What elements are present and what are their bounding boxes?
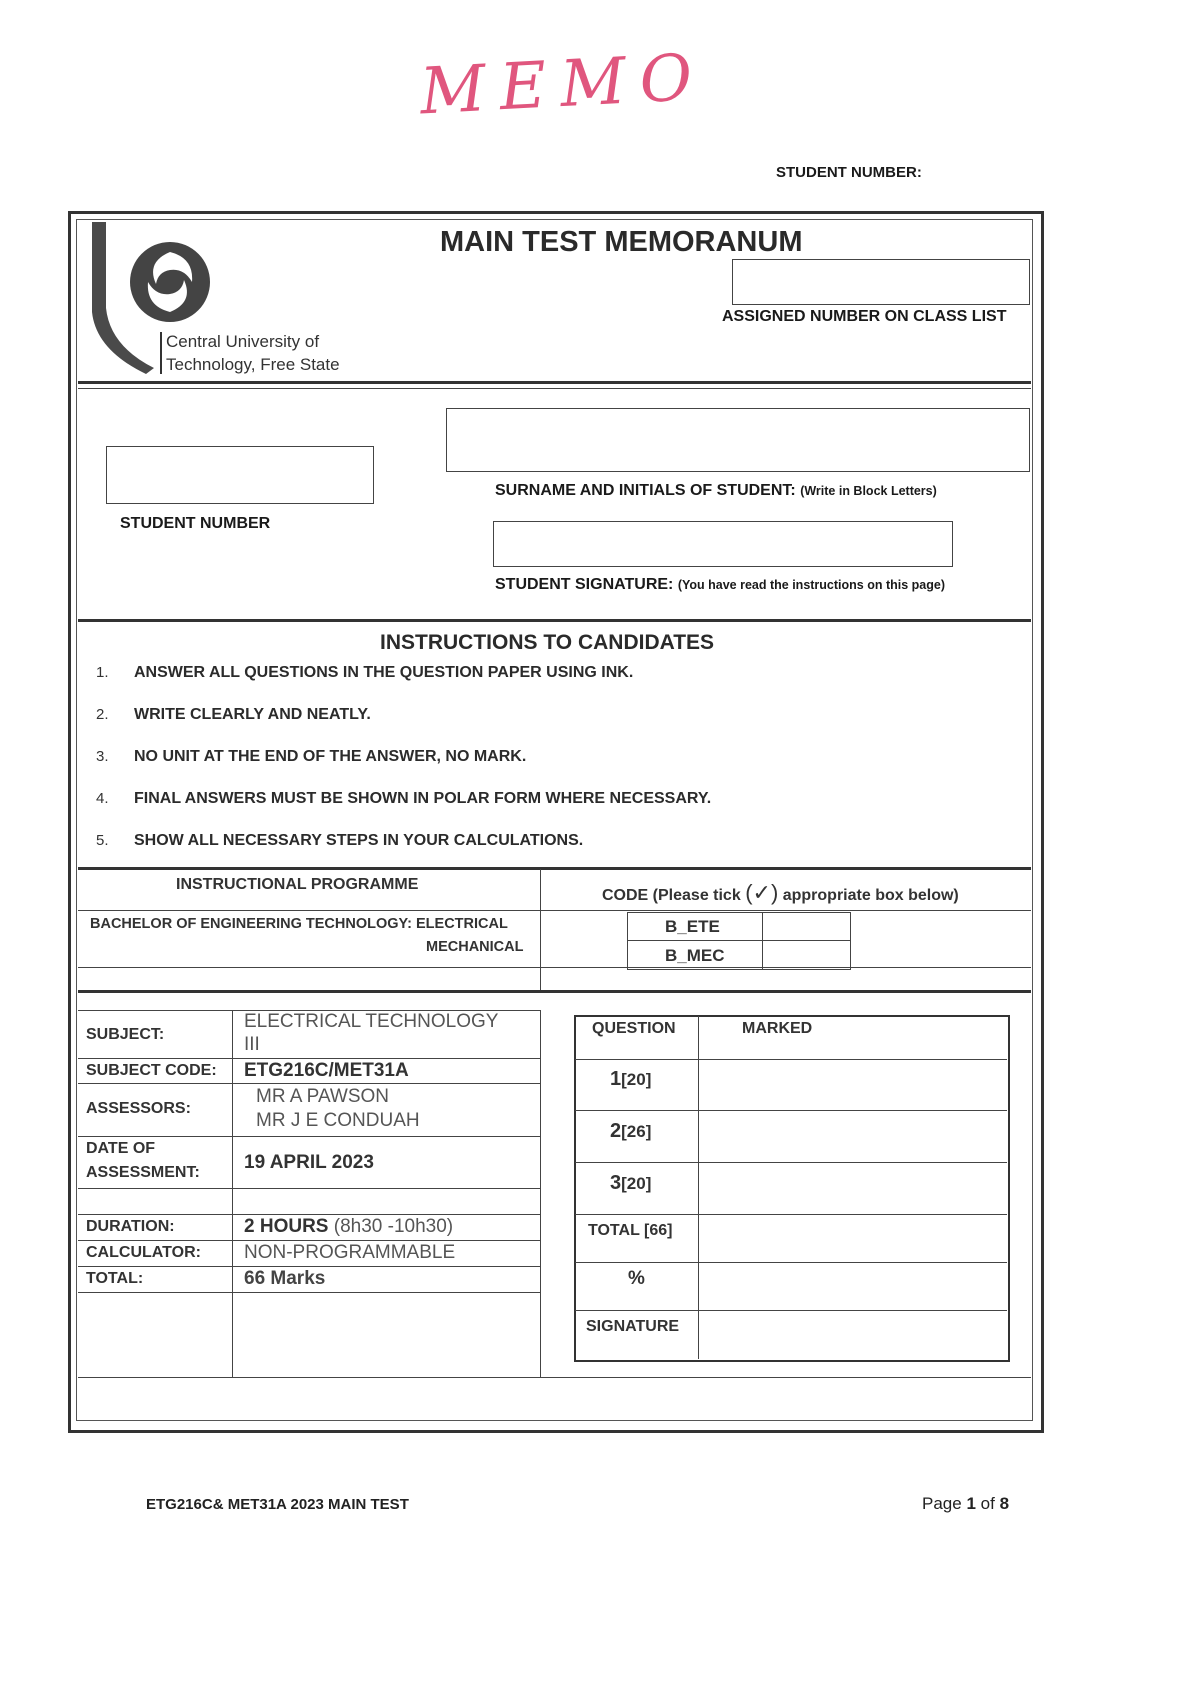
details-row-line — [78, 1292, 540, 1293]
marks-row-line — [575, 1059, 1007, 1060]
student-block-top — [78, 388, 1031, 389]
details-right-border — [540, 1010, 541, 1377]
marked-cell-q3[interactable] — [700, 1164, 1005, 1213]
programme-line1: BACHELOR OF ENGINEERING TECHNOLOGY: ELECTRICAL — [90, 916, 508, 932]
subject-value-line1: ELECTRICAL TECHNOLOGY — [244, 1011, 499, 1032]
signature-field[interactable] — [493, 521, 953, 567]
assessor-2: MR J E CONDUAH — [256, 1110, 420, 1131]
tick-symbol: (✓) — [745, 880, 779, 905]
university-name-line1: Central University of — [166, 332, 320, 351]
duration-hours: 2 HOURS — [244, 1216, 329, 1237]
date-label-line2: ASSESSMENT: — [86, 1164, 200, 1181]
details-bottom-line — [78, 1377, 1031, 1378]
marked-cell-q1[interactable] — [700, 1061, 1005, 1109]
signature-label-row — [495, 576, 945, 594]
instruction-number: 3. — [96, 748, 109, 765]
instruction-number: 4. — [96, 790, 109, 807]
calculator-value: NON-PROGRAMMABLE — [244, 1242, 456, 1263]
programme-header-left: INSTRUCTIONAL PROGRAMME — [176, 876, 419, 893]
marks-row-line — [575, 1262, 1007, 1263]
footer-left: ETG216C& MET31A 2023 MAIN TEST — [146, 1496, 409, 1513]
duration-value — [244, 1216, 453, 1238]
marks-row-line — [575, 1310, 1007, 1311]
subject-code-label: SUBJECT CODE: — [86, 1062, 217, 1079]
duration-label: DURATION: — [86, 1218, 175, 1235]
page-of: of — [980, 1494, 995, 1513]
header-divider — [78, 381, 1031, 384]
date-label-line1: DATE OF — [86, 1140, 156, 1157]
instructions-title: INSTRUCTIONS TO CANDIDATES — [380, 631, 715, 654]
marked-header: MARKED — [742, 1020, 813, 1037]
assessor-1: MR A PAWSON — [256, 1086, 390, 1107]
details-row-line — [78, 1266, 540, 1267]
programme-header-right — [602, 880, 959, 906]
surname-label-row — [495, 482, 937, 500]
programme-divider — [78, 867, 1031, 870]
surname-field[interactable] — [446, 408, 1030, 472]
details-column-divider — [232, 1010, 233, 1377]
subject-value-line2: III — [244, 1034, 260, 1055]
top-student-number-label: STUDENT NUMBER: — [776, 164, 922, 181]
question-number: 2 — [610, 1120, 622, 1142]
programme-column-divider — [540, 869, 541, 990]
code-header-text: CODE (Please tick — [602, 887, 741, 904]
memo-stamp: MEMO — [418, 40, 708, 130]
question-number: 3 — [610, 1172, 622, 1194]
details-row-line — [78, 1188, 540, 1189]
question-row-1 — [610, 1068, 651, 1091]
page-number: 1 — [966, 1494, 976, 1513]
question-row-3 — [610, 1172, 651, 1195]
page-indicator — [922, 1494, 1009, 1514]
question-marks: [20] — [621, 1174, 652, 1193]
subject-label: SUBJECT: — [86, 1026, 165, 1043]
total-label: TOTAL: — [86, 1270, 144, 1287]
signature-hint: (You have read the instructions on this page) — [677, 578, 945, 592]
instruction-text: WRITE CLEARLY AND NEATLY. — [134, 706, 371, 723]
instruction-text: NO UNIT AT THE END OF THE ANSWER, NO MARK. — [134, 748, 527, 765]
marks-signature-label: SIGNATURE — [586, 1318, 680, 1335]
instruction-number: 5. — [96, 832, 109, 849]
marks-row-line — [575, 1110, 1007, 1111]
marked-cell-total[interactable] — [700, 1216, 1005, 1261]
details-row-line — [78, 1214, 540, 1215]
instruction-text: ANSWER ALL QUESTIONS IN THE QUESTION PAPER USING INK. — [134, 664, 634, 681]
code-b-ete: B_ETE — [665, 917, 720, 936]
page-label: Page — [922, 1494, 962, 1513]
code-header-text-post: appropriate box below) — [782, 887, 959, 904]
programme-line2: MECHANICAL — [426, 939, 524, 955]
tick-box-b-ete[interactable] — [765, 914, 847, 939]
question-marks: [20] — [621, 1070, 652, 1089]
assigned-number-field[interactable] — [732, 259, 1030, 305]
tick-box-b-mec[interactable] — [765, 942, 847, 967]
signature-label: STUDENT SIGNATURE: — [495, 576, 674, 593]
programme-bottom-line — [78, 990, 1031, 993]
student-number-label: STUDENT NUMBER — [120, 515, 271, 532]
marks-total-label: TOTAL [66] — [588, 1222, 673, 1239]
marked-cell-q2[interactable] — [700, 1112, 1005, 1161]
code-b-mec: B_MEC — [665, 946, 725, 965]
instruction-text: FINAL ANSWERS MUST BE SHOWN IN POLAR FORM WHERE NECESSARY. — [134, 790, 712, 807]
marked-cell-signature[interactable] — [700, 1312, 1005, 1357]
total-value: 66 Marks — [244, 1268, 326, 1289]
marks-column-divider — [698, 1016, 699, 1359]
details-row-line — [78, 1240, 540, 1241]
assessors-label: ASSESSORS: — [86, 1100, 191, 1117]
assigned-number-label: ASSIGNED NUMBER ON CLASS LIST — [722, 308, 1007, 325]
duration-times: (8h30 -10h30) — [333, 1216, 454, 1237]
surname-hint: (Write in Block Letters) — [800, 484, 937, 498]
marks-percent-label: % — [628, 1268, 645, 1289]
marks-row-line — [575, 1162, 1007, 1163]
question-row-2 — [610, 1120, 651, 1143]
question-number: 1 — [610, 1068, 622, 1090]
details-row-line — [78, 1136, 540, 1137]
university-name-line2: Technology, Free State — [166, 355, 340, 374]
page-total: 8 — [999, 1494, 1010, 1513]
code-box-divider — [627, 940, 851, 941]
programme-body-line — [78, 967, 1031, 968]
question-header: QUESTION — [592, 1020, 676, 1037]
instruction-number: 2. — [96, 706, 109, 723]
page-title: MAIN TEST MEMORANUM — [440, 226, 803, 258]
date-value: 19 APRIL 2023 — [244, 1152, 374, 1173]
subject-code-value: ETG216C/MET31A — [244, 1060, 409, 1081]
logo-divider — [160, 332, 162, 374]
code-box-column — [762, 912, 763, 969]
instruction-text: SHOW ALL NECESSARY STEPS IN YOUR CALCULATIONS. — [134, 832, 584, 849]
marked-cell-percent[interactable] — [700, 1264, 1005, 1309]
details-row-line — [78, 1083, 540, 1084]
instructions-divider — [78, 619, 1031, 622]
programme-header-line — [78, 910, 1031, 911]
question-marks: [26] — [621, 1122, 652, 1141]
calculator-label: CALCULATOR: — [86, 1244, 201, 1261]
instruction-number: 1. — [96, 664, 109, 681]
details-row-line — [78, 1058, 540, 1059]
marks-row-line — [575, 1214, 1007, 1215]
surname-label: SURNAME AND INITIALS OF STUDENT: — [495, 482, 796, 499]
student-number-field[interactable] — [106, 446, 374, 504]
